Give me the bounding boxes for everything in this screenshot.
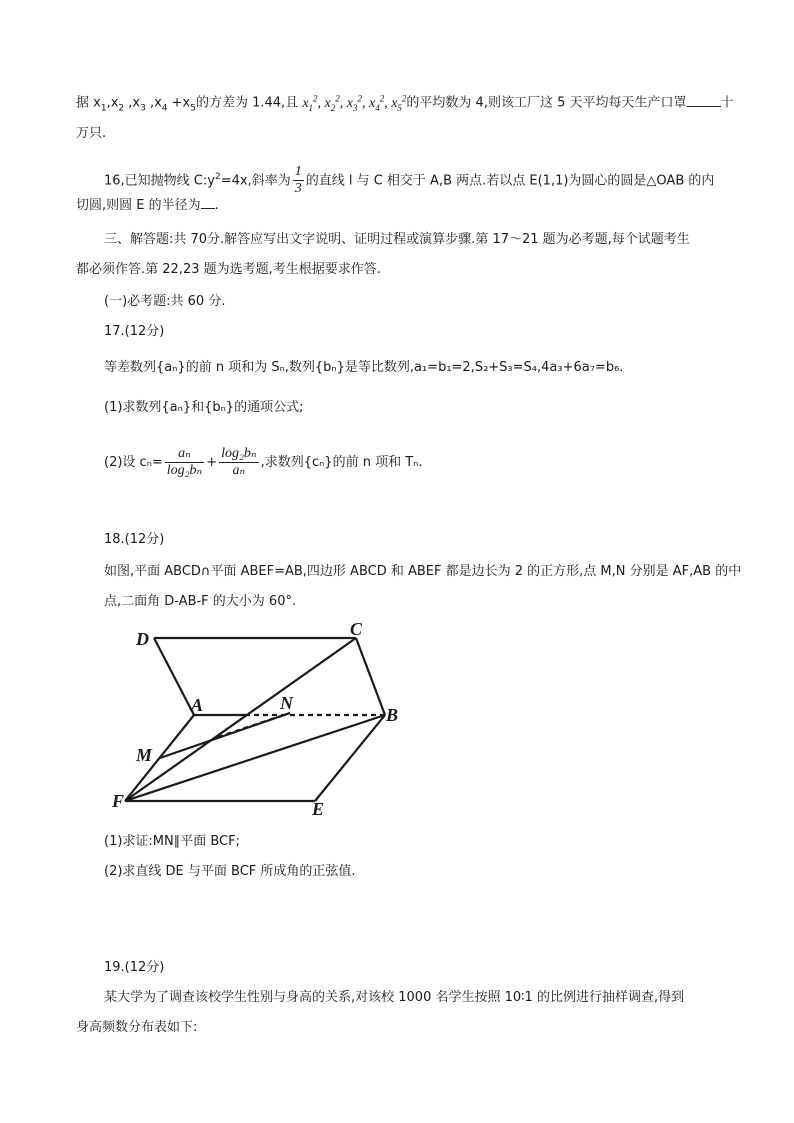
q18-part2: (2)求直线 DE 与平面 BCF 所成角的正弦值. xyxy=(104,864,356,879)
q17-frac2-den: aₙ xyxy=(232,463,246,478)
q16-rest: 的直线 l 与 C 相交于 A,B 两点.若以点 E(1,1)为圆心的圆是△OAB 的内 xyxy=(305,173,715,189)
q16-line1: 16,已知抛物线 $C:y^2=4x$,斜率为 $\frac{1}{3}$ 的直线 l 与 C 相交于 A,B 两点.若以点 E(1,1)为圆心的圆是△OAB 的内 xyxy=(104,164,715,197)
label-C: C xyxy=(350,619,363,639)
label-E: E xyxy=(312,799,325,819)
q17-fraction-1 xyxy=(165,446,204,479)
edge-DA xyxy=(154,638,194,715)
q16-line2-text: 切圆,则圆 E 的半径为 xyxy=(76,198,201,213)
q15-text-a: 据 x xyxy=(76,95,101,111)
q18-geometry-figure xyxy=(100,615,420,825)
segment-FB xyxy=(125,715,385,801)
q17-plus: + xyxy=(206,455,218,470)
label-F: F xyxy=(112,791,125,811)
q17-frac2-num: log₂bₙ xyxy=(221,446,257,461)
q17-part2 xyxy=(104,444,422,482)
edge-BE xyxy=(315,715,385,801)
q18-stem1: 如图,平面 ABCD∩平面 ABEF=AB,四边形 ABCD 和 ABEF 都是边长为 2 的正方形,点 M,N 分别是 AF,AB 的中 xyxy=(104,564,742,579)
q17-part1: (1)求数列{aₙ}和{bₙ}的通项公式; xyxy=(104,400,304,415)
label-B: B xyxy=(386,705,399,725)
edge-CB xyxy=(356,638,385,715)
q16-prefix: 16,已知抛物线 C:y xyxy=(104,173,215,189)
q16-line2 xyxy=(76,196,219,216)
q17-stem: 等差数列{aₙ}的前 n 项和为 Sₙ,数列{bₙ}是等比数列,a₁=b₁=2,S₂+S₃=S₄,4a₃+6a₇=b₆. xyxy=(104,360,624,375)
q16-frac-num: 1 xyxy=(294,164,302,180)
q16-mid: =4x,斜率为 xyxy=(220,173,291,189)
q17-title: 17.(12分) xyxy=(104,324,165,339)
q18-part1: (1)求证:MN∥平面 BCF; xyxy=(104,834,240,849)
q17-frac1-den: log₂bₙ xyxy=(166,463,203,478)
segment-MN-hidden xyxy=(218,713,290,737)
q15-text-c: 的平均数为 4,则该工厂这 5 天平均每天生产口罩 xyxy=(406,95,687,111)
section3-required: (一)必考题:共 60 分. xyxy=(104,294,226,309)
q16-answer-blank xyxy=(201,196,215,209)
q17-part2-prefix: (2)设 cₙ= xyxy=(104,455,163,470)
q15-line1: 据 $x_1,x_2$ $,x_3$ $,x_4 +x_5$的方差为 1.44,且 $x_1^2$, $x_2^2$, $x_3^2$, $x_4^2$, $x_5^2$的平均数为 4,则该工厂这 5 天平均每天生产口罩 十 xyxy=(76,93,734,114)
q17-fraction-2 xyxy=(219,446,258,479)
segment-FC xyxy=(125,638,356,801)
q15-text-d: 十 xyxy=(720,95,734,111)
section3-line1: 三、解答题:共 70分.解答应写出文字说明、证明过程或演算步骤.第 17～21 题为必考题,每个试题考生 xyxy=(104,232,690,247)
q19-stem1: 某大学为了调查该校学生性别与身高的关系,对该校 1000 名学生按照 10∶1 的比例进行抽样调查,得到 xyxy=(104,990,685,1005)
q19-title: 19.(12分) xyxy=(104,960,165,975)
q15-answer-blank xyxy=(687,94,721,107)
label-D: D xyxy=(136,629,149,649)
label-M: M xyxy=(136,745,153,765)
q15-text-b: 的方差为 1.44,且 xyxy=(195,95,303,111)
q18-stem2: 点,二面角 D-AB-F 的大小为 60°. xyxy=(104,594,297,609)
section3-line2: 都必须作答.第 22,23 题为选考题,考生根据要求作答. xyxy=(76,262,381,277)
q16-slope-fraction xyxy=(293,164,304,197)
q16-frac-den: 3 xyxy=(294,181,302,197)
q17-frac1-num: aₙ xyxy=(165,446,204,463)
q16-line2-end: . xyxy=(214,198,219,213)
q17-part2-suffix: ,求数列{cₙ}的前 n 项和 Tₙ. xyxy=(260,455,423,470)
q18-title: 18.(12分) xyxy=(104,532,165,547)
q19-stem2: 身高频数分布表如下: xyxy=(76,1020,198,1035)
q15-line2: 万只. xyxy=(76,126,107,141)
q15-squares: $x_1^2$, $x_2^2$, $x_3^2$, $x_4^2$, $x_5^2$ xyxy=(302,93,407,113)
label-A: A xyxy=(191,695,204,715)
label-N: N xyxy=(280,693,293,713)
